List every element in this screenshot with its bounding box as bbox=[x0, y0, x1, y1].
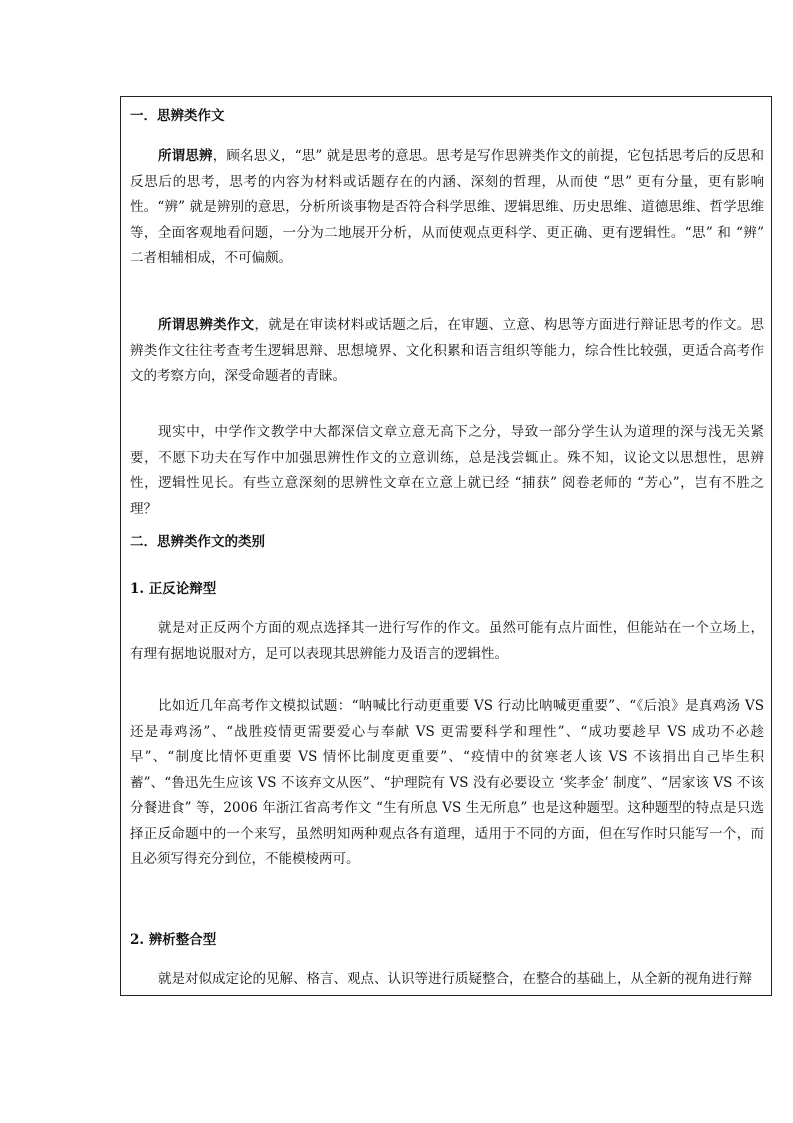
document-frame bbox=[120, 96, 772, 996]
paragraph-type1-examples: 比如近几年高考作文模拟试题：“呐喊比行动更重要 VS 行动比呐喊更重要”、“《后浪》是真鸡汤 VS 还是毒鸡汤”、“战胜疫情更需要爱心与奉献 VS 更需要科学和理性”、“成功要趁早 VS 成功不必趁早”、“制度比情怀更重要 VS 情怀比制度更重要”、“疫情中的贫寒老人该 VS 不该捐出自己毕生积蓄”、“鲁迅先生应该 VS 不该弃文从医”、“护理院有 VS 没有必要设立 ‘奖孝金’ 制度”、“居家该 VS 不该分餐进食” 等，2006 年浙江省高考作文 “生有所息 VS 生无所息” 也是这种题型。这种题型的特点是只选择正反命题中的一个来写，虽然明知两种观点各有道理，适用于不同的方面，但在写作时只能写一个，而且必须写得充分到位，不能模棱两可。 bbox=[130, 698, 764, 867]
paragraph-text: ，就是在审读材料或话题之后，在审题、立意、构思等方面进行辩证思考的作文。思辨类作文往往考查考生逻辑思辩、思想境界、文化积累和语言组织等能力，综合性比较强，更适合高考作文的考察方向，深受命题者的青睐。 bbox=[130, 317, 765, 384]
section-heading-2: 二．思辨类作文的类别 bbox=[130, 534, 265, 550]
paragraph-reality: 现实中，中学作文教学中大都深信文章立意无高下之分，导致一部分学生认为道理的深与浅无关紧要，不愿下功夫在写作中加强思辨性作文的立意训练，总是浅尝辄止。殊不知，议论文以思想性，思辨性，逻辑性见长。有些立意深刻的思辨性文章在立意上就已经 “捕获” 阅卷老师的 “芳心”，岂有不胜之理？ bbox=[130, 424, 764, 517]
subsection-heading-2: 2. 辨析整合型 bbox=[130, 932, 217, 948]
paragraph-sibian-definition bbox=[130, 144, 764, 272]
section-heading-1: 一．思辨类作文 bbox=[130, 108, 225, 124]
paragraph-type2-definition: 就是对似成定论的见解、格言、观点、认识等进行质疑整合，在整合的基础上，从全新的视角进行辩 bbox=[158, 971, 752, 987]
paragraph-type1-definition: 就是对正反两个方面的观点选择其一进行写作的作文。虽然可能有点片面性，但能站在一个立场上，有理有据地说服对方，足可以表现其思辨能力及语言的逻辑性。 bbox=[130, 620, 764, 662]
subsection-heading-1: 1. 正反论辩型 bbox=[130, 581, 217, 597]
paragraph-lead: 所谓思辨类作文 bbox=[158, 317, 255, 333]
paragraph-sibian-essay-definition bbox=[130, 313, 764, 390]
paragraph-text: ，顾名思义，“思” 就是思考的意思。思考是写作思辨类作文的前提，它包括思考后的反思和反思后的思考，思考的内容为材料或话题存在的内涵、深刻的哲理，从而使 “思” 更有分量，更有影响性。“辨” 就是辨别的意思，分析所谈事物是否符合科学思维、逻辑思维、历史思维、道德思维、哲学思维等，全面客观地看问题，一分为二地展开分析，从而使观点更科学、更正确、更有逻辑性。“思” 和 “辨” 二者相辅相成，不可偏颇。 bbox=[130, 148, 765, 266]
paragraph-lead: 所谓思辨 bbox=[158, 148, 213, 164]
